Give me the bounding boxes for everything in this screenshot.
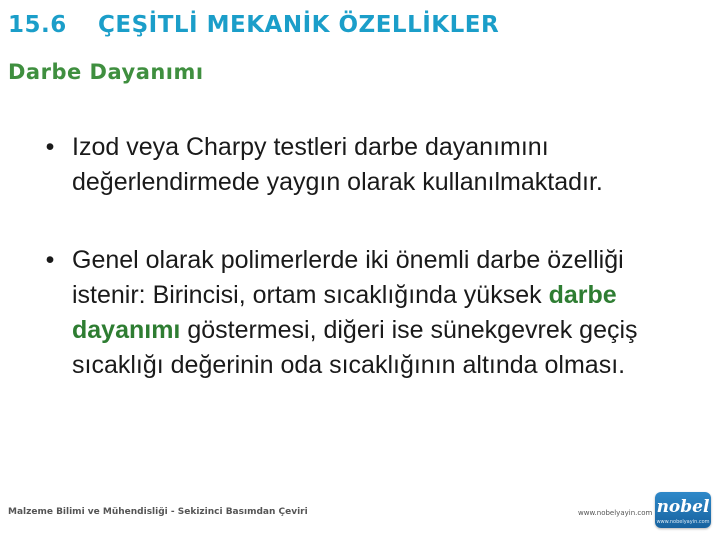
bullet-list (40, 130, 680, 383)
bullet-dot-icon: • (45, 246, 55, 274)
section-number: 15.6 (8, 12, 67, 38)
bullet-item-1 (40, 130, 680, 200)
section-title: ÇEŞİTLİ MEKANİK ÖZELLİKLER (98, 12, 500, 38)
slide-footer (0, 490, 720, 540)
logo-text: nobel (656, 497, 710, 517)
bullet-text-after: göstermesi, diğeri ise sünekgevrek geçiş sıcaklığı değerinin oda sıcaklığının altında olması. (72, 316, 638, 379)
bullet-dot-icon: • (45, 133, 55, 161)
bullet-item-2 (40, 243, 680, 383)
highlighted-term: darbe dayanımı (72, 281, 617, 344)
bullet-text-before: Genel olarak polimerlerde iki önemli darbe özelliği istenir: Birincisi, ortam sıcaklığında yüksek (72, 246, 624, 309)
section-heading (8, 10, 708, 40)
bullet-text: Izod veya Charpy testleri darbe dayanımını değerlendirmede yaygın olarak kullanılmaktadır. (72, 133, 603, 196)
book-title: Malzeme Bilimi ve Mühendisliği - Sekizinci Basımdan Çeviri (8, 507, 308, 517)
logo-url-small: www.nobelyayin.com (656, 519, 710, 525)
publisher-url[interactable]: www.nobelyayin.com (578, 509, 653, 517)
nobel-logo-icon (655, 492, 711, 528)
slide-header (8, 10, 708, 86)
slide-subtitle: Darbe Dayanımı (8, 60, 204, 84)
